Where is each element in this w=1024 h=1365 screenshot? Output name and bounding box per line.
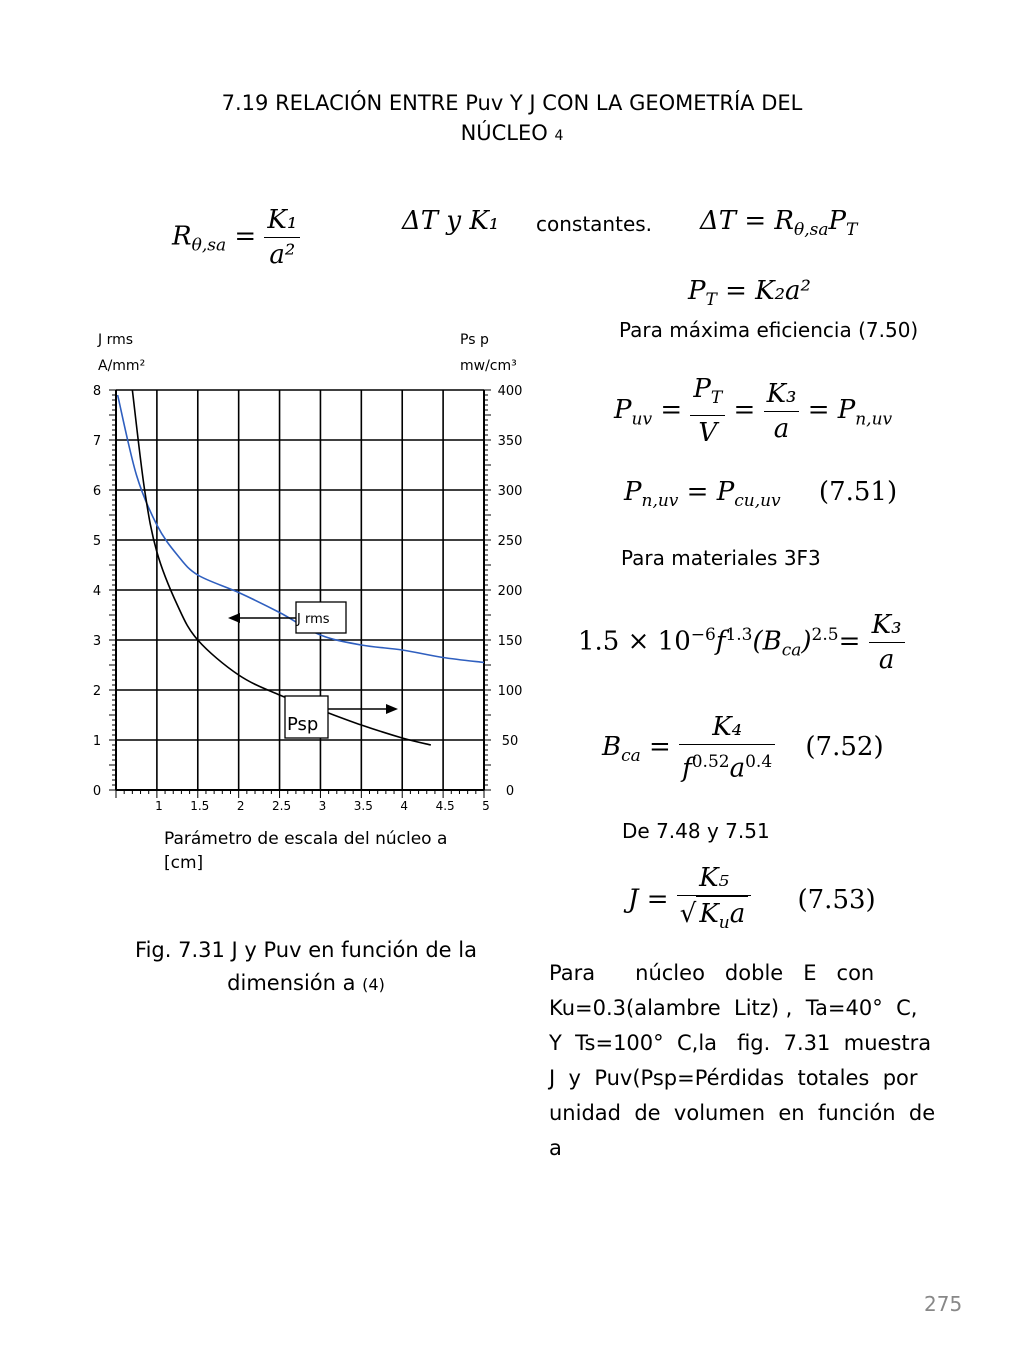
equation-steinmetz: $1.5 \times 10^{-6}f^{1.3}(B_{ca})^{2.5}=$ $\frac{\text{K₃}}{a}$ (578, 608, 905, 677)
page-number: 275 (924, 1292, 963, 1316)
equation-delta-t: $\Delta T = R_{\theta,sa}P_T$ (700, 206, 858, 241)
x-tick-label: 1.5 (190, 799, 210, 813)
para-line: a (549, 1136, 562, 1160)
x-tick-label: 2.5 (272, 799, 292, 813)
para-line: Para núcleo doble E con (549, 961, 875, 985)
heading-line1: 7.19 RELACIÓN ENTRE Puv Y J CON LA GEOMETRÍA DEL (221, 91, 803, 115)
section-heading (0, 88, 1024, 151)
right-axis-label-1: Ps p (460, 332, 489, 348)
left-tick-label: 0 (92, 784, 102, 799)
left-tick-label: 5 (92, 534, 102, 549)
left-tick-label: 2 (92, 684, 102, 699)
equation-pt: $P_T = K_2a^2$ (688, 276, 811, 311)
x-axis-label-1: Parámetro de escala del núcleo a (164, 829, 448, 849)
left-tick-label: 8 (92, 384, 102, 399)
equation-r-theta: $R_{\theta,sa}$ = $\frac{\text{K₁}}{\text{a²}}$ (172, 203, 300, 272)
right-tick-label: 150 (497, 634, 523, 649)
constants-text: constantes. (536, 212, 653, 236)
right-tick-label: 400 (497, 384, 523, 399)
equation-pnuv: $P_{n,uv} = P_{cu,uv}$ (7.51) (624, 477, 898, 512)
max-efficiency-text: Para máxima eficiencia (7.50) (619, 318, 919, 342)
equation-j: J = $\frac{\text{K₅}}{√ K_ua}$ (7.53) (628, 861, 876, 940)
left-tick-label: 4 (92, 584, 102, 599)
right-axis-label-2: mw/cm³ (460, 358, 517, 374)
left-axis-label-1: J rms (98, 332, 134, 348)
psp-annotation-label: Psp (287, 714, 319, 735)
x-tick-label: 3 (318, 799, 327, 813)
left-tick-label: 3 (92, 634, 102, 649)
right-tick-label: 300 (497, 484, 523, 499)
para-line: Ku=0.3(alambre Litz) , Ta=40° C, (549, 996, 918, 1020)
x-tick-label: 4.5 (435, 799, 455, 813)
left-axis-label-2: A/mm² (98, 358, 146, 374)
x-tick-label: 3.5 (353, 799, 373, 813)
right-tick-label: 250 (497, 534, 523, 549)
figure-caption: Fig. 7.31 J y Puv en función de la dimensión a (4) (135, 938, 477, 995)
description-paragraph (549, 956, 936, 1166)
materials-text: Para materiales 3F3 (621, 546, 821, 570)
x-axis-label-2: [cm] (164, 853, 204, 873)
j-puv-chart (80, 325, 550, 885)
right-tick-label: 0 (505, 784, 515, 799)
psp-arrow-head (386, 704, 398, 714)
left-tick-label: 1 (92, 734, 102, 749)
right-tick-label: 200 (497, 584, 523, 599)
psp-curve (132, 390, 430, 745)
heading-ref: 4 (554, 128, 564, 144)
equation-bca: $B_{ca}$ = $\frac{\text{K₄}}{f^{0.52}a^{0.4}}$ (7.52) (602, 712, 884, 784)
from-text: De 7.48 y 7.51 (622, 819, 770, 843)
equation-dt-k1: ΔT y K₁ (402, 206, 500, 236)
x-tick-label: 2 (236, 799, 245, 813)
x-tick-label: 1 (155, 799, 163, 813)
right-tick-label: 50 (501, 734, 519, 749)
x-tick-label: 4 (400, 799, 409, 813)
heading-line2: NÚCLEO (460, 121, 548, 145)
jrms-arrow-head (228, 613, 240, 623)
left-tick-label: 7 (92, 434, 102, 449)
left-tick-label: 6 (92, 484, 102, 499)
para-line: J y Puv(Psp=Pérdidas totales por (549, 1066, 918, 1090)
para-line: Y Ts=100° C,la fig. 7.31 muestra (549, 1031, 932, 1055)
right-tick-label: 350 (497, 434, 523, 449)
para-line: unidad de volumen en función de (549, 1101, 936, 1125)
x-tick-label: 5 (482, 799, 490, 813)
right-tick-label: 100 (497, 684, 523, 699)
jrms-annotation-label: J rms (297, 612, 330, 627)
chart-curves (118, 390, 484, 745)
equation-puv: $P_{uv}$ = $\frac{P_T}{V}$ = $\frac{\text{K₃}}{a}$ = $P_{n,uv}$ (614, 374, 893, 449)
